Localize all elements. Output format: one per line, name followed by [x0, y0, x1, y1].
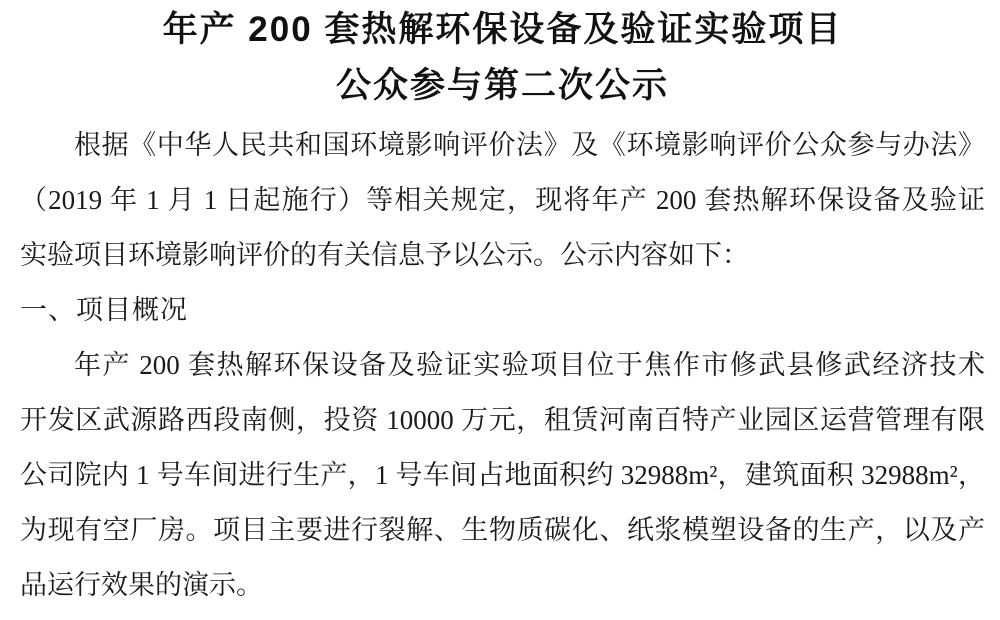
paragraph-1-line-3: 实验项目环境影响评价的有关信息予以公示。公示内容如下：: [20, 240, 749, 270]
title-line-2: 公众参与第二次公示: [335, 66, 669, 105]
paragraph-2-line-4: 为现有空厂房。项目主要进行裂解、生物质碳化、纸浆模塑设备的生产，以及产: [20, 515, 985, 545]
paragraph-2-line-5: 品运行效果的演示。: [20, 570, 263, 600]
paragraph-1-line-1: 根据《中华人民共和国环境影响评价法》及《环境影响评价公众参与办法》: [74, 130, 985, 160]
paragraph-2-line-1: 年产 200 套热解环保设备及验证实验项目位于焦作市修武县修武经济技术: [74, 350, 985, 380]
document-title: [20, 2, 985, 114]
paragraph-2-line-3: 公司院内 1 号车间进行生产，1 号车间占地面积约 32988m²，建筑面积 32988m²，: [20, 460, 985, 490]
paragraph-1-line-2: （2019 年 1 月 1 日起施行）等相关规定，现将年产 200 套热解环保设备及验证: [20, 185, 985, 215]
title-line-1: 年产 200 套热解环保设备及验证实验项目: [162, 10, 843, 49]
document-body: [20, 118, 985, 613]
section-1-heading: 一、项目概况: [20, 295, 188, 325]
paragraph-2-line-2: 开发区武源路西段南侧，投资 10000 万元，租赁河南百特产业园区运营管理有限: [20, 405, 985, 435]
